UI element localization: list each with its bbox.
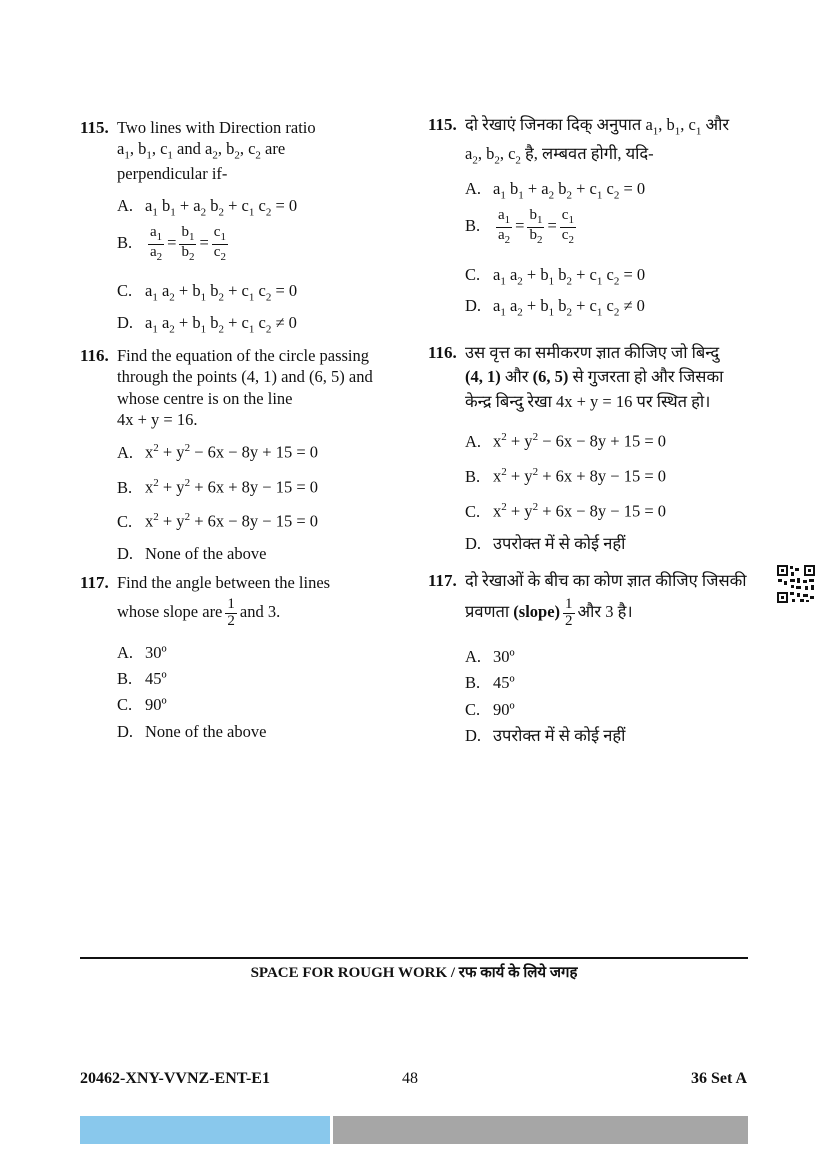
page-number: 48 (402, 1070, 418, 1087)
question-text: Find the equation of the circle passing through the points (4, 1) and (6, 5) and whose centre is on the line 4x + y = 16. (117, 346, 373, 430)
option-c[interactable]: C. $a_1$ $a_2 + b_1$ $b_2 + c_1$ $c_2 = 0$ (465, 265, 646, 288)
option-b[interactable]: B. 45º (465, 673, 515, 692)
question-115-en (80, 117, 380, 336)
question-number: 115. (428, 115, 457, 134)
option-c[interactable]: C. $x^2 + y^2 + 6x - 8y - 15 = 0$ (465, 501, 667, 521)
question-115-hi (428, 114, 748, 319)
question-number: 116. (80, 346, 109, 365)
question-text: दो रेखाएं जिनका दिक् अनुपात $a_1$, $b_1$, $c_1$ और $a_2$, $b_2$, $c_2$ है, लम्बवत होगी, यदि- (465, 115, 730, 166)
option-d[interactable]: D. $a_1$ $a_2 + b_1$ $b_2 + c_1$ $c_2 \ne 0$ (465, 296, 645, 319)
question-text: दो रेखाओं के बीच का कोण ज्ञात कीजिए जिसकी प्रवणता (slope) $\frac{1}{2}$ और 3 है। (465, 571, 747, 630)
option-b[interactable]: B. $\frac{a_1}{a_2}$ = $\frac{b_1}{b_2}$ = $\frac{c_1}{c_2}$ (117, 224, 226, 263)
rough-work-label: SPACE FOR ROUGH WORK / रफ कार्य के लिये जगह (250, 965, 578, 981)
question-text: उस वृत्त का समीकरण ज्ञात कीजिए जो बिन्दु (4, 1) और (6, 5) से गुजरता हो और जिसका केन्द्र बिन्दु रेखा 4x + y = 16 पर स्थित हो। (465, 343, 724, 411)
question-116-hi (428, 342, 748, 553)
question-117-en (80, 572, 380, 741)
option-d[interactable]: D. None of the above (117, 722, 267, 741)
question-number: 117. (428, 571, 457, 590)
option-d[interactable]: D. $a_1$ $a_2 + b_1$ $b_2 + c_1$ $c_2 \ne 0$ (117, 313, 297, 336)
question-number: 116. (428, 343, 457, 362)
option-b[interactable]: B. 45º (117, 669, 167, 688)
footer-bar-gray (333, 1116, 748, 1144)
option-d[interactable]: D. None of the above (117, 544, 267, 563)
question-116-en (80, 345, 380, 563)
rough-work-divider (80, 957, 748, 959)
option-a[interactable]: A. $a_1$ $b_1 + a_2$ $b_2 + c_1$ $c_2 = 0$ (117, 196, 298, 219)
question-text: Two lines with Direction ratio $a_1$, $b_1$, $c_1$ and $a_2$, $b_2$, $c_2$ are perpendicular if- (117, 118, 316, 184)
question-117-hi (428, 570, 748, 745)
option-c[interactable]: C. $a_1$ $a_2 + b_1$ $b_2 + c_1$ $c_2 = 0$ (117, 281, 298, 304)
option-a[interactable]: A. 30º (465, 647, 515, 666)
option-b[interactable]: B. $x^2 + y^2 + 6x + 8y - 15 = 0$ (117, 477, 319, 497)
question-number: 115. (80, 118, 109, 137)
option-c[interactable]: C. 90º (117, 695, 167, 714)
qr-code-icon (776, 564, 816, 604)
footer-bar-blue (80, 1116, 330, 1144)
paper-code: 20462-XNY-VVNZ-ENT-E1 (80, 1070, 270, 1087)
option-c[interactable]: C. 90º (465, 700, 515, 719)
option-c[interactable]: C. $x^2 + y^2 + 6x - 8y - 15 = 0$ (117, 511, 319, 531)
option-d[interactable]: D. उपरोक्त में से कोई नहीं (465, 534, 626, 553)
option-a[interactable]: A. 30º (117, 643, 167, 662)
question-text: Find the angle between the lines whose slope are $\frac{1}{2}$ and 3. (117, 573, 331, 630)
option-b[interactable]: B. $x^2 + y^2 + 6x + 8y - 15 = 0$ (465, 466, 667, 486)
option-b[interactable]: B. $\frac{a_1}{a_2}$ = $\frac{b_1}{b_2}$ = $\frac{c_1}{c_2}$ (465, 207, 574, 246)
option-a[interactable]: A. $x^2 + y^2 - 6x - 8y + 15 = 0$ (465, 431, 667, 451)
set-label: 36 Set A (691, 1070, 747, 1087)
option-a[interactable]: A. $a_1$ $b_1 + a_2$ $b_2 + c_1$ $c_2 = 0$ (465, 179, 646, 202)
question-number: 117. (80, 573, 109, 592)
option-d[interactable]: D. उपरोक्त में से कोई नहीं (465, 726, 626, 745)
option-a[interactable]: A. $x^2 + y^2 - 6x - 8y + 15 = 0$ (117, 442, 319, 462)
